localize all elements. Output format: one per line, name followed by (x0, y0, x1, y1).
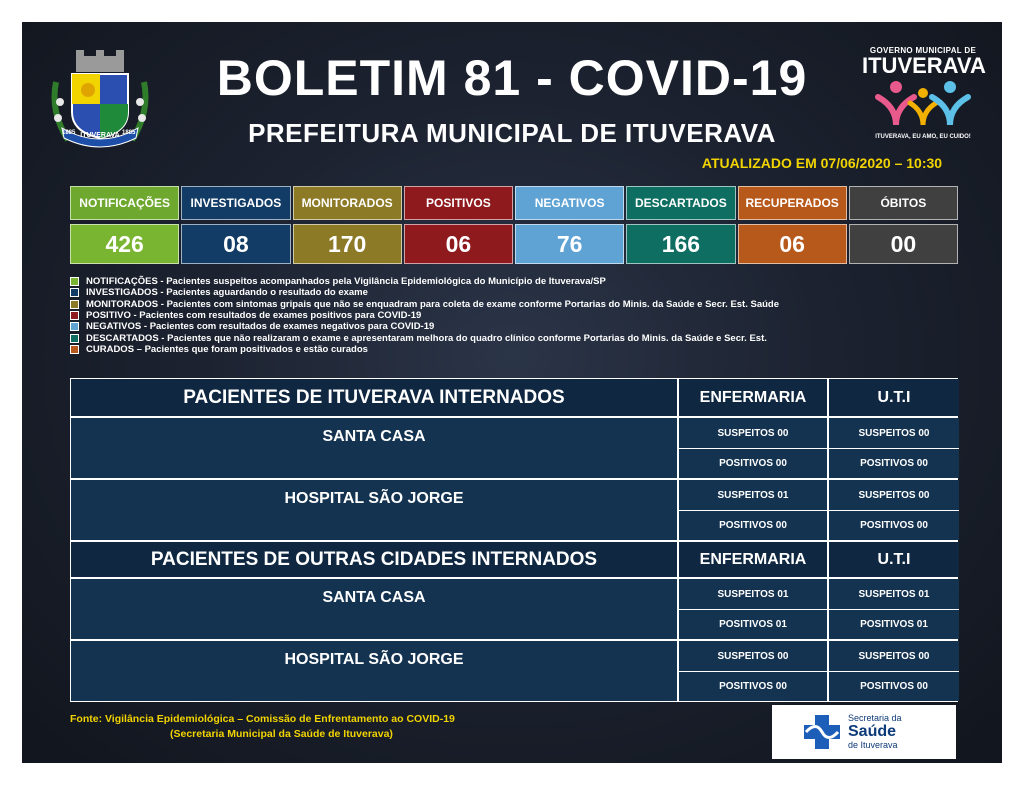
stat-value: 166 (626, 224, 735, 264)
column-header-enfermaria: ENFERMARIA (677, 542, 827, 577)
legend-swatch (70, 322, 79, 331)
updated-timestamp: ATUALIZADO EM 07/06/2020 – 10:30 (701, 155, 943, 171)
legend-swatch (70, 277, 79, 286)
uti-suspeitos: SUSPEITOS 01 (827, 579, 959, 609)
hospital-row (71, 577, 957, 639)
legend (70, 276, 970, 355)
crest-right-year: 1885 (122, 130, 136, 136)
uti-suspeitos: SUSPEITOS 00 (827, 480, 959, 510)
bulletin-board (22, 22, 1002, 763)
legend-item (70, 276, 970, 287)
legend-text: NEGATIVOS - Pacientes com resultados de exames negativos para COVID-19 (86, 321, 435, 333)
uti-positivos: POSITIVOS 00 (827, 448, 959, 478)
stat-label: DESCARTADOS (626, 186, 735, 220)
column-header-uti: U.T.I (827, 542, 959, 577)
bulletin-title: BOLETIM 81 - COVID-19 (216, 50, 808, 106)
stat-label: ÓBITOS (849, 186, 958, 220)
uti-positivos: POSITIVOS 00 (827, 510, 959, 540)
column-header-uti: U.T.I (827, 379, 959, 416)
section-title: PACIENTES DE OUTRAS CIDADES INTERNADOS (71, 542, 677, 577)
health-secretariat-logo (772, 705, 956, 759)
enfermaria-positivos: POSITIVOS 00 (677, 671, 827, 701)
hospital-name: HOSPITAL SÃO JORGE (71, 480, 677, 540)
legend-swatch (70, 345, 79, 354)
enfermaria-suspeitos: SUSPEITOS 00 (677, 641, 827, 671)
enfermaria-positivos: POSITIVOS 00 (677, 448, 827, 478)
legend-swatch (70, 334, 79, 343)
legend-text: MONITORADOS - Pacientes com sintomas gripais que não se enquadram para coleta de exame conforme Portarias do Minis. da Saúde e Secr. Est. Saúde (86, 298, 780, 310)
sec-logo-line-1: Secretaria da (848, 713, 902, 723)
hospital-name: HOSPITAL SÃO JORGE (71, 641, 677, 701)
legend-swatch (70, 300, 79, 309)
hospital-row (71, 478, 957, 540)
hospital-row (71, 639, 957, 701)
section-header (71, 540, 957, 577)
hospital-name: SANTA CASA (71, 579, 677, 639)
legend-item (70, 344, 970, 355)
legend-text: NOTIFICAÇÕES - Pacientes suspeitos acompanhados pela Vigilância Epidemiológica do Município de Ituverava/SP (86, 276, 606, 288)
sec-logo-line-3: de Ituverava (848, 740, 898, 750)
section-header (71, 379, 957, 416)
stat-value: 426 (70, 224, 179, 264)
stat-value: 06 (738, 224, 847, 264)
gov-logo-name: ITUVERAVA (862, 53, 986, 78)
city-crest-logo (48, 42, 152, 152)
uti-positivos: POSITIVOS 01 (827, 609, 959, 639)
stat-label: RECUPERADOS (738, 186, 847, 220)
legend-item (70, 332, 970, 343)
enfermaria-positivos: POSITIVOS 01 (677, 609, 827, 639)
stat-label: INVESTIGADOS (181, 186, 290, 220)
stat-value: 00 (849, 224, 958, 264)
hospital-name: SANTA CASA (71, 418, 677, 478)
gov-logo-tagline: ITUVERAVA, EU AMO, EU CUIDO! (875, 134, 971, 140)
stat-value: 08 (181, 224, 290, 264)
uti-suspeitos: SUSPEITOS 00 (827, 418, 959, 448)
uti-suspeitos: SUSPEITOS 00 (827, 641, 959, 671)
stat-label: POSITIVOS (404, 186, 513, 220)
stat-label: NOTIFICAÇÕES (70, 186, 179, 220)
legend-item (70, 310, 970, 321)
legend-swatch (70, 311, 79, 320)
family-figures-icon (868, 77, 978, 127)
sec-logo-line-2: Saúde (848, 723, 897, 740)
enfermaria-positivos: POSITIVOS 00 (677, 510, 827, 540)
hospitalization-table (70, 378, 958, 702)
stat-label: NEGATIVOS (515, 186, 624, 220)
legend-text: POSITIVO - Pacientes com resultados de exames positivos para COVID-19 (86, 310, 422, 322)
enfermaria-suspeitos: SUSPEITOS 01 (677, 579, 827, 609)
hospital-row (71, 416, 957, 478)
column-header-enfermaria: ENFERMARIA (677, 379, 827, 416)
source-line-2: (Secretaria Municipal da Saúde de Ituverava) (170, 728, 393, 740)
stat-label: MONITORADOS (293, 186, 402, 220)
legend-item (70, 321, 970, 332)
gov-logo-small-text: GOVERNO MUNICIPAL DE (869, 46, 977, 55)
legend-text: DESCARTADOS - Pacientes que não realizaram o exame e apresentaram melhora do quadro clínico conforme Portarias do Minis. da Saúde e Secr. Est. (86, 332, 767, 344)
legend-item (70, 287, 970, 298)
bulletin-subtitle: PREFEITURA MUNICIPAL DE ITUVERAVA (248, 118, 776, 148)
crest-banner-text: ITUVERAVA (80, 132, 120, 139)
stats-grid (70, 186, 958, 264)
crest-left-year: 1885 (62, 130, 76, 136)
legend-item (70, 299, 970, 310)
stat-value: 76 (515, 224, 624, 264)
government-logo (862, 46, 984, 152)
stat-value: 06 (404, 224, 513, 264)
legend-text: INVESTIGADOS - Pacientes aguardando o resultado do exame (86, 287, 368, 299)
legend-text: CURADOS – Pacientes que foram positivados e estão curados (86, 343, 368, 355)
stat-value: 170 (293, 224, 402, 264)
legend-swatch (70, 288, 79, 297)
health-cross-icon (802, 713, 842, 751)
enfermaria-suspeitos: SUSPEITOS 01 (677, 480, 827, 510)
source-line-1: Fonte: Vigilância Epidemiológica – Comissão de Enfrentamento ao COVID-19 (70, 713, 455, 725)
source-footer (70, 712, 455, 742)
enfermaria-suspeitos: SUSPEITOS 00 (677, 418, 827, 448)
section-title: PACIENTES DE ITUVERAVA INTERNADOS (71, 379, 677, 416)
uti-positivos: POSITIVOS 00 (827, 671, 959, 701)
